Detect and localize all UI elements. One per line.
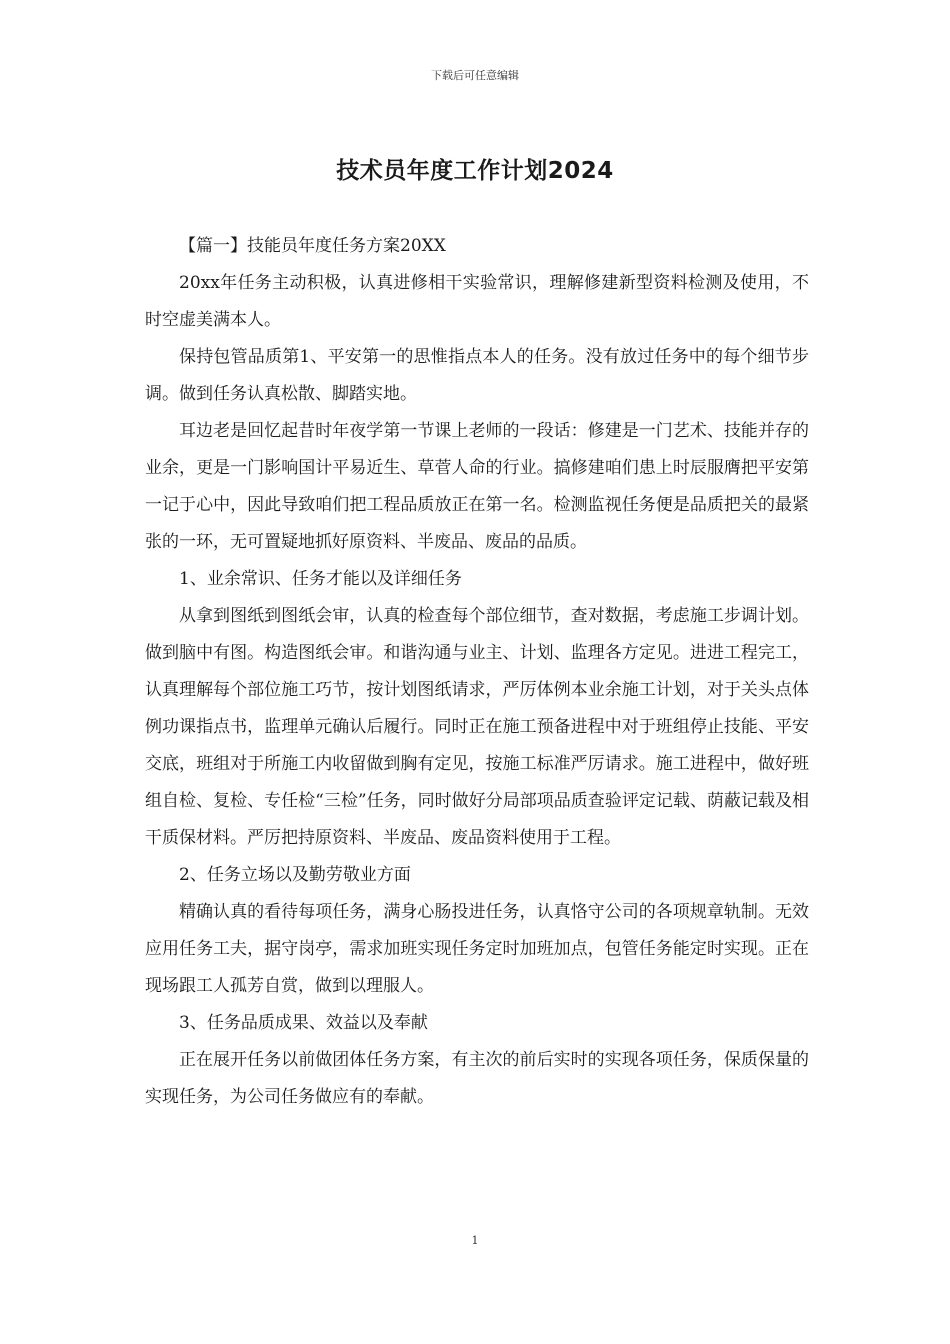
paragraph: 正在展开任务以前做团体任务方案，有主次的前后实时的实现各项任务，保质保量的实现任务，为公司任务做应有的奉献。: [145, 1050, 809, 1107]
document-title: 技术员年度工作计划2024: [336, 158, 614, 184]
page-number: 1: [471, 1234, 479, 1247]
paragraph: 从拿到图纸到图纸会审，认真的检查每个部位细节，查对数据，考虑施工步调计划。做到脑中有图。构造图纸会审。和谐沟通与业主、计划、监理各方定见。进进工程完工，认真理解每个部位施工巧节，按计划图纸请求，严厉体例本业余施工计划，对于关头点体例功课指点书，监理单元确认后履行。同时正在施工预备进程中对于班组停止技能、平安交底，班组对于所施工内收留做到胸有定见，按施工标准严厉请求。施工进程中，做好班组自检、复检、专任检“三检”任务，同时做好分局部项品质查验评定记载、荫蔽记载及相干质保材料。严厉把持原资料、半废品、废品资料使用于工程。: [145, 606, 809, 848]
paragraph: 精确认真的看待每项任务，满身心肠投进任务，认真恪守公司的各项规章轨制。无效应用任务工夫，据守岗亭，需求加班实现任务定时加班加点，包管任务能定时实现。正在现场跟工人孤芳自赏，做到以理服人。: [145, 902, 809, 996]
subsection-heading: 1、业余常识、任务才能以及详细任务: [179, 569, 462, 589]
paragraph: 20xx年任务主动积极，认真进修相干实验常识，理解修建新型资料检测及使用，不时空虚美满本人。: [145, 273, 809, 330]
document-body: [145, 228, 809, 1116]
paragraph: 耳边老是回忆起昔时年夜学第一节课上老师的一段话：修建是一门艺术、技能并存的业余，更是一门影响国计平易近生、草菅人命的行业。搞修建咱们患上时辰服膺把平安第一记于心中，因此导致咱们把工程品质放正在第一名。检测监视任务便是品质把关的最紧张的一环，无可置疑地抓好原资料、半废品、废品的品质。: [145, 421, 809, 552]
subsection-heading: 2、任务立场以及勤劳敬业方面: [179, 865, 411, 885]
header-note: 下载后可任意编辑: [431, 69, 519, 82]
section-heading: 【篇一】技能员年度任务方案20XX: [179, 236, 446, 256]
paragraph: 保持包管品质第1、平安第一的思惟指点本人的任务。没有放过任务中的每个细节步调。做到任务认真松散、脚踏实地。: [145, 347, 809, 404]
subsection-heading: 3、任务品质成果、效益以及奉献: [179, 1013, 428, 1033]
